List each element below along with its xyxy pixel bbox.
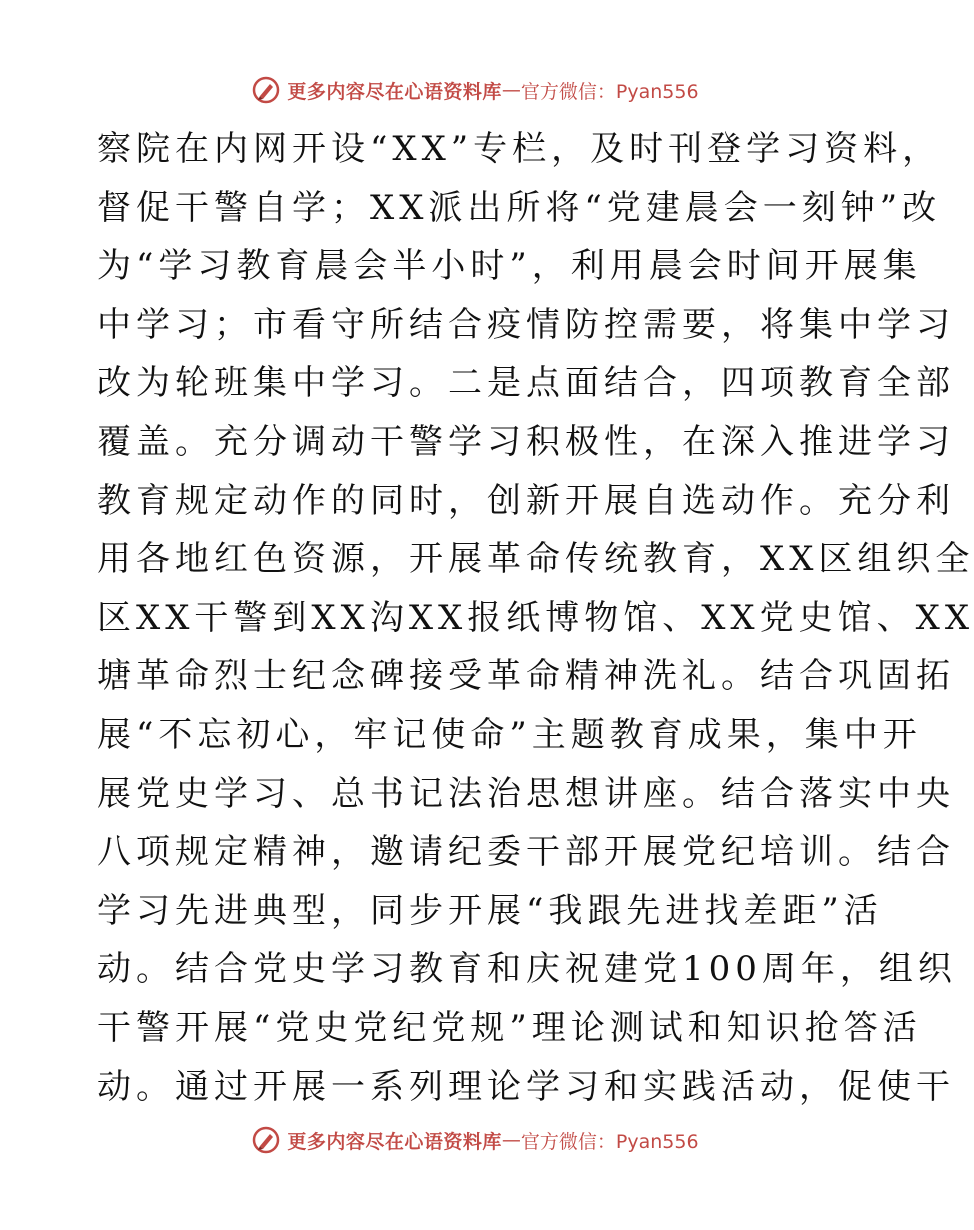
text-line: 展“不忘初心，牢记使命”主题教育成果，集中开 xyxy=(97,714,922,755)
footer-watermark xyxy=(0,1120,950,1160)
text-line: 为“学习教育晨会半小时”，利用晨会时间开展集 xyxy=(97,246,922,287)
text-line: 用各地红色资源，开展革命传统教育，XX区组织全 xyxy=(97,539,974,580)
body-paragraph xyxy=(97,120,974,1116)
watermark-brand: 更多内容尽在心语资料库 xyxy=(287,1130,502,1153)
text-line: 中学习；市看守所结合疫情防控需要，将集中学习 xyxy=(97,304,955,345)
text-line: 区XX干警到XX沟XX报纸博物馆、XX党史馆、XX xyxy=(97,597,974,638)
text-line: 八项规定精神，邀请纪委干部开展党纪培训。结合 xyxy=(97,832,955,873)
text-line: 察院在内网开设“XX”专栏，及时刊登学习资料， xyxy=(97,129,942,169)
text-line: 督促干警自学；XX派出所将“党建晨会一刻钟”改 xyxy=(97,187,942,228)
text-line: 展党史学习、总书记法治思想讲座。结合落实中央 xyxy=(97,773,955,814)
text-line: 干警开展“党史党纪党规”理论测试和知识抢答活 xyxy=(97,1007,922,1048)
watermark-contact: 官方微信：Pyan556 xyxy=(520,80,699,103)
pen-logo-icon xyxy=(251,75,281,105)
text-line: 学习先进典型，同步开展“我跟先进找差距”活 xyxy=(97,890,883,931)
pen-logo-icon xyxy=(251,1125,281,1155)
text-line: 覆盖。充分调动干警学习积极性，在深入推进学习 xyxy=(97,421,955,462)
text-line: 塘革命烈士纪念碑接受革命精神洗礼。结合巩固拓 xyxy=(97,656,955,697)
watermark-separator: — xyxy=(501,1129,521,1151)
watermark-contact: 官方微信：Pyan556 xyxy=(520,1130,699,1153)
header-watermark xyxy=(0,70,950,110)
text-line: 教育规定动作的同时，创新开展自选动作。充分利 xyxy=(97,480,955,521)
text-line: 动。通过开展一系列理论学习和实践活动，促使干 xyxy=(97,1066,955,1107)
watermark-brand: 更多内容尽在心语资料库 xyxy=(287,80,502,103)
text-line: 改为轮班集中学习。二是点面结合，四项教育全部 xyxy=(97,363,955,404)
watermark-separator: — xyxy=(501,79,521,101)
text-line: 动。结合党史学习教育和庆祝建党100周年，组织 xyxy=(97,949,957,990)
